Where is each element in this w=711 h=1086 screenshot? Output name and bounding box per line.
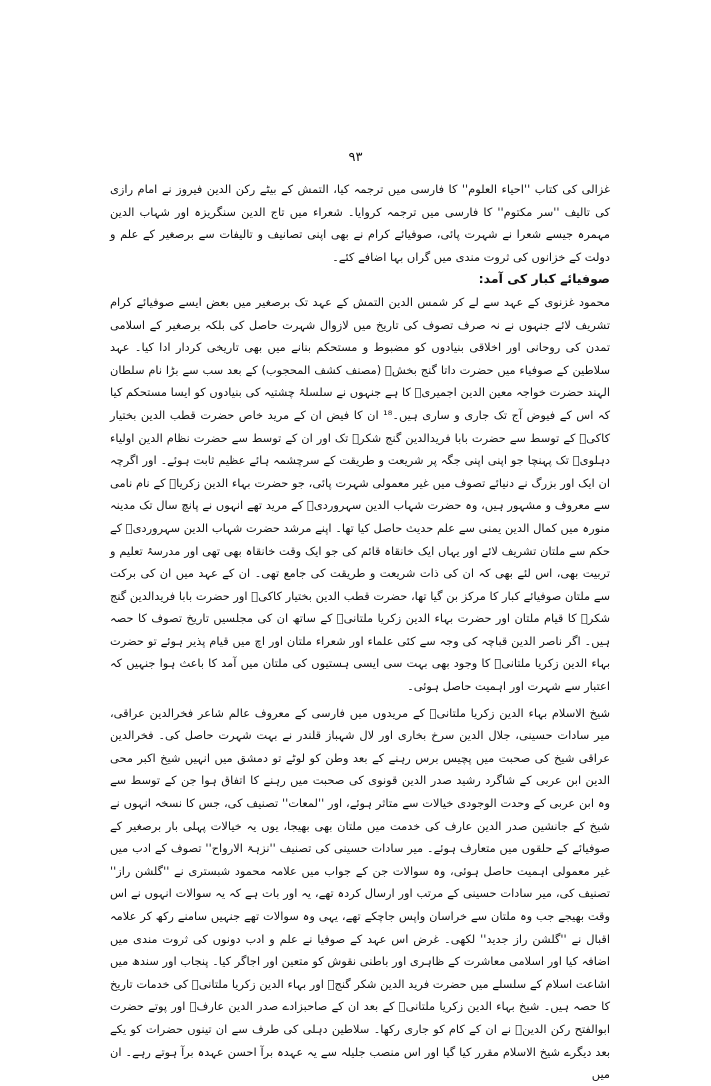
paragraph-disciples: شیخ الاسلام بہاء الدین زکریا ملتانیؒ کے مریدوں میں فارسی کے معروف عالم شاعر فخرالدین عراقی، میر سادات حسینی، جلال الدین سرخ بخاری اور لال شہباز قلندر نے بہت شہرت حاصل کی۔ فخرالدین عراقی شیخ کی صحبت میں پچیس برس رہنے کے بعد وطن کو لوٹے تو دمشق میں انہیں شیخ اکبر محی الدین ابن عربی کے شاگرد رشید صدر الدین قونوی کی صحبت میں رہنے کا اتفاق ہوا جن کے توسط سے وہ ابن عربی کے وحدت الوجودی خیالات سے متاثر ہوئے، اور ''لمعات'' تصنیف کی، جس کا نسخہ انہوں نے شیخ کے جانشین صدر الدین عارف کی خدمت میں ملتان بھی بھیجا، یوں یہ خیالات پہلی بار برصغیر کے صوفیائے کے حلقوں میں متعارف ہوئے۔ میر سادات حسینی کی تصنیف ''نزہۃ الارواح'' تصوف کے ادب میں غیر معمولی اہمیت حاصل ہوئی، وہ سوالات جن کے جواب میں علامہ محمود شبستری نے ''گلشن راز'' تصنیف کی، میر سادات حسینی کے مرتب اور ارسال کردہ تھے، یہ اور بات ہے کہ یہ سوالات انہوں نے اس وقت بھیجے جب وہ ملتان سے خراسان واپس جاچکے تھے، یہی وہ سوالات تھے جنہیں سامنے رکھ کر علامہ اقبال نے ''گلشن راز جدید'' لکھی۔ غرض اس عہد کے صوفیا نے علم و ادب دونوں کی ثروت مندی میں اضافہ کیا اور اسلامی معاشرت کے ظاہری اور باطنی نقوش کو متعین اور اجاگر کیا۔ پنجاب اور سندھ میں اشاعت اسلام کے سلسلے میں حضرت فرید الدین شکر گنجؒ اور بہاء الدین زکریا ملتانیؒ کی خدمات تاریخ کا حصہ ہیں۔ شیخ بہاء الدین زکریا ملتانیؒ کے بعد ان کے صاحبزادے صدر الدین عارفؒ اور پوتے حضرت ابوالفتح رکن الدینؒ نے ان کے کام کو جاری رکھا۔ سلاطین دہلی کی طرف سے ان تینوں حضرات کو یکے بعد دیگرے شیخ الاسلام مقرر کیا گیا اور اس منصب جلیلہ سے یہ عہدہ برآ احسن عہدہ برآ ہوتے رہے۔ ان میں: [110, 705, 610, 1082]
paragraph-intro: غزالی کی کتاب ''احیاء العلوم'' کا فارسی میں ترجمہ کیا، التمش کے بیٹے رکن الدین فیروز نے امام رازی کی تالیف ''سر مکتوم'' کا فارسی میں ترجمہ کروایا۔ شعراء میں تاج الدین سنگریزہ اور شہاب الدین مہمرہ جیسے شعرا نے شہرت پائی، صوفیائے کرام نے بھی اپنی تصانیف و تالیفات سے برصغیر کے علم و دولت کے خزانوں کی ثروت مندی میں گراں بہا اضافے کئے۔: [110, 182, 610, 264]
body-text: [110, 178, 610, 1086]
section-heading: صوفیائے کبار کی آمد:: [478, 271, 610, 287]
paragraph-sufis: محمود غزنوی کے عہد سے لے کر شمس الدین التمش کے عہد تک برصغیر میں بعض ایسے صوفیائے کرام تشریف لائے جنہوں نے نہ صرف تصوف کی تاریخ میں لازوال شہرت حاصل کی بلکہ برصغیر کے اسلامی تمدن کی روحانی اور اخلاقی بنیادوں کو مضبوط و مستحکم بنانے میں بھی تاریخی کردار ادا کیا۔ عہد سلاطین کے صوفیاء میں حضرت داتا گنج بخشؒ (مصنف کشف المحجوب) کے بعد سب سے بڑا نام سلطان الہند حضرت خواجہ معین الدین اجمیریؒ کا ہے جنہوں نے سلسلۂ چشتیہ کی بنیادوں کو ایسا مستحکم کیا کہ اس کے فیوض آج تک جاری و ساری ہیں۔¹⁸ ان کا فیض ان کے مرید خاص حضرت قطب الدین بختیار کاکیؒ کے توسط سے حضرت بابا فریدالدین گنج شکرؒ تک اور ان کے توسط سے حضرت نظام الدین اولیاء دہلویؒ تک پہنچا جو اپنی اپنی جگہ پر شریعت و طریقت کے سرچشمہ ہائے عظیم ثابت ہوئے۔ اور اگرچہ ان ایک اور بزرگ نے دنیائے تصوف میں غیر معمولی شہرت پائی، جو حضرت بہاء الدین زکریاؒ کے نام نامی سے معروف و مشہور ہیں، وہ حضرت شہاب الدین سہروردیؒ کے مرید تھے انہوں نے پانچ سال تک مدینہ منورہ میں کمال الدین یمنی سے علم حدیث حاصل کیا تھا۔ اپنے مرشد حضرت شہاب الدین سہروردیؒ کے حکم سے ملتان تشریف لائے اور یہاں ایک خانقاہ قائم کی جو ایک وقت خانقاہ بھی تھی اور مدرسۂ تعلیم و تربیت بھی، اس لئے بھی کہ ان کی ذات شریعت و طریقت کی جامع تھی۔ ان کے عہد میں ان کی برکت سے ملتان صوفیائے کبار کا مرکز بن گیا تھا، حضرت قطب الدین بختیار کاکیؒ اور حضرت بابا فریدالدین گنج شکرؒ کا قیام ملتان اور حضرت بہاء الدین زکریا ملتانیؒ کے ساتھ ان کی مجلسیں تاریخ تصوف کا حصہ ہیں۔ اگر ناصر الدین قباچہ کی وجہ سے کئی علماء اور شعراء ملتان اور اچ میں قیام پذیر ہوئے تو حضرت بہاء الدین زکریا ملتانیؒ کا وجود بھی بہت سی ایسی ہستیوں کی ملتان میں آمد کا باعث ہوا جنہیں کہ اعتبار سے شہرت اور اہمیت حاصل ہوئی۔: [110, 294, 610, 694]
page-number: ۹۳: [348, 150, 363, 165]
